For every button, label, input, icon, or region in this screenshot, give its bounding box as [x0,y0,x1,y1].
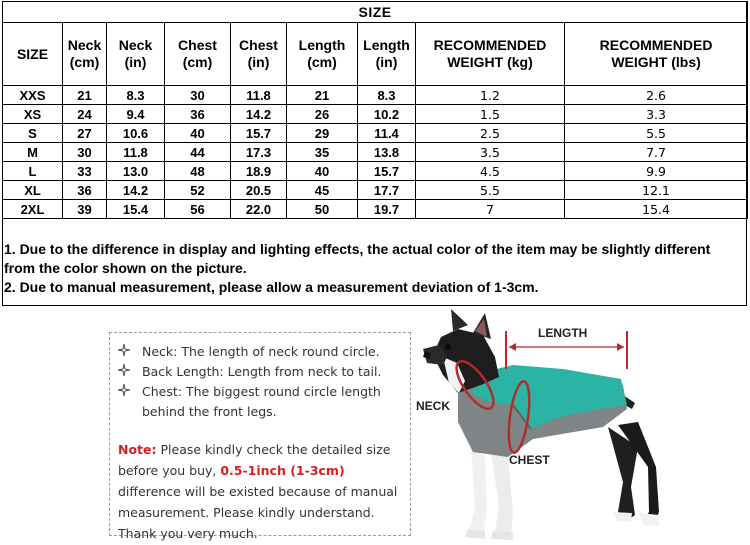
column-header [231,23,287,86]
table-row [3,86,748,105]
size-cell: S [3,124,63,143]
size-cell: 2XL [3,200,63,219]
note-highlight: 0.5-1inch (1-3cm) [220,463,345,478]
column-header [165,23,231,86]
note-paragraph [118,439,408,544]
four-point-star-icon [118,342,132,362]
table-cell: 7 [416,200,565,219]
table-row [3,200,748,219]
table-cell: 3.5 [416,143,565,162]
table-cell: 36 [63,181,107,200]
four-point-star-icon [118,362,132,382]
table-cell: 9.4 [107,105,165,124]
table-cell: 40 [165,124,231,143]
table-cell: 5.5 [565,124,748,143]
note-text: difference will be existed because of manual measurement. Please kindly understand. Thank you very much. [118,484,398,541]
bullet-text: Back Length: Length from neck to tail. [142,364,382,379]
column-header-text: (in) [375,54,398,70]
column-header-text: Length [298,37,346,53]
column-header-text: WEIGHT (lbs) [611,54,701,70]
table-body [3,86,748,219]
column-header [3,23,63,86]
table-cell: 30 [63,143,107,162]
table-cell: 11.4 [358,124,416,143]
table-cell: 15.4 [107,200,165,219]
size-cell: M [3,143,63,162]
table-cell: 18.9 [231,162,287,181]
table-cell: 48 [165,162,231,181]
column-header [565,23,748,86]
table-cell: 56 [165,200,231,219]
table-cell: 8.3 [107,86,165,105]
column-header [107,23,165,86]
table-cell: 8.3 [358,86,416,105]
chest-label: CHEST [509,453,550,467]
table-cell: 36 [165,105,231,124]
length-label: LENGTH [538,326,588,340]
size-cell: XS [3,105,63,124]
column-header-text: Neck [118,37,153,53]
table-cell: 39 [63,200,107,219]
table-row [3,143,748,162]
table-cell: 30 [165,86,231,105]
table-cell: 44 [165,143,231,162]
table-cell: 1.2 [416,86,565,105]
size-cell: L [3,162,63,181]
dog-in-vest-image [413,307,750,545]
column-header [287,23,358,86]
table-cell: 21 [287,86,358,105]
column-header [63,23,107,86]
disclaimer-notes [4,240,744,297]
neck-label: NECK [416,399,451,413]
table-cell: 2.5 [416,124,565,143]
column-header-text: Chest [178,37,217,53]
table-cell: 52 [165,181,231,200]
column-header [358,23,416,86]
table-cell: 27 [63,124,107,143]
column-header-text: RECOMMENDED [433,37,547,53]
table-cell: 17.3 [231,143,287,162]
table-cell: 15.7 [358,162,416,181]
table-cell: 15.4 [565,200,748,219]
bullet-neck [118,342,408,362]
bullet-text: Neck: The length of neck round circle. [142,344,380,359]
bullet-chest [118,382,408,422]
table-cell: 13.8 [358,143,416,162]
column-header-text: Length [363,37,410,53]
table-cell: 14.2 [107,181,165,200]
bullet-back-length [118,362,408,382]
bullet-text: Chest: The biggest round circle length behind the front legs. [142,384,381,419]
note-text: Please kindly check the detailed size before you buy, [118,442,391,478]
table-cell: 13.0 [107,162,165,181]
column-header-text: Neck [67,37,102,53]
column-header-text: (cm) [307,54,337,70]
table-cell: 45 [287,181,358,200]
four-point-star-icon [118,382,132,402]
measurement-info-box [109,332,411,541]
table-cell: 11.8 [231,86,287,105]
column-header-text: (in) [247,54,270,70]
size-table [2,1,748,219]
table-cell: 50 [287,200,358,219]
table-cell: 35 [287,143,358,162]
table-cell: 33 [63,162,107,181]
size-cell: XL [3,181,63,200]
table-cell: 14.2 [231,105,287,124]
table-cell: 12.1 [565,181,748,200]
table-row [3,162,748,181]
size-cell: XXS [3,86,63,105]
column-header [416,23,565,86]
table-cell: 5.5 [416,181,565,200]
column-header-text: SIZE [16,45,49,62]
column-header-text: (in) [124,54,147,70]
column-header-text: RECOMMENDED [599,37,713,53]
table-cell: 19.7 [358,200,416,219]
table-cell: 40 [287,162,358,181]
header-row [3,23,748,86]
table-row [3,124,748,143]
column-header-text: Chest [239,37,278,53]
table-cell: 29 [287,124,358,143]
table-row [3,105,748,124]
disclaimer-note: 1. Due to the difference in display and lighting effects, the actual color of the item may be slightly different from the color shown on the picture. [4,241,711,276]
table-cell: 20.5 [231,181,287,200]
table-cell: 2.6 [565,86,748,105]
table-cell: 10.6 [107,124,165,143]
table-cell: 22.0 [231,200,287,219]
table-cell: 1.5 [416,105,565,124]
table-cell: 11.8 [107,143,165,162]
table-cell: 21 [63,86,107,105]
table-cell: 10.2 [358,105,416,124]
table-cell: 26 [287,105,358,124]
table-cell: 3.3 [565,105,748,124]
table-title: SIZE [3,2,748,23]
disclaimer-note: 2. Due to manual measurement, please allow a measurement deviation of 1-3cm. [4,279,539,295]
table-cell: 9.9 [565,162,748,181]
table-cell: 24 [63,105,107,124]
table-cell: 4.5 [416,162,565,181]
table-cell: 15.7 [231,124,287,143]
table-cell: 7.7 [565,143,748,162]
table-row [3,181,748,200]
table-cell: 17.7 [358,181,416,200]
dog-measurement-illustration [413,307,750,545]
column-header-text: WEIGHT (kg) [447,54,533,70]
note-label: Note: [118,442,157,457]
column-header-text: (cm) [182,54,213,70]
column-header-text: (cm) [69,54,100,70]
